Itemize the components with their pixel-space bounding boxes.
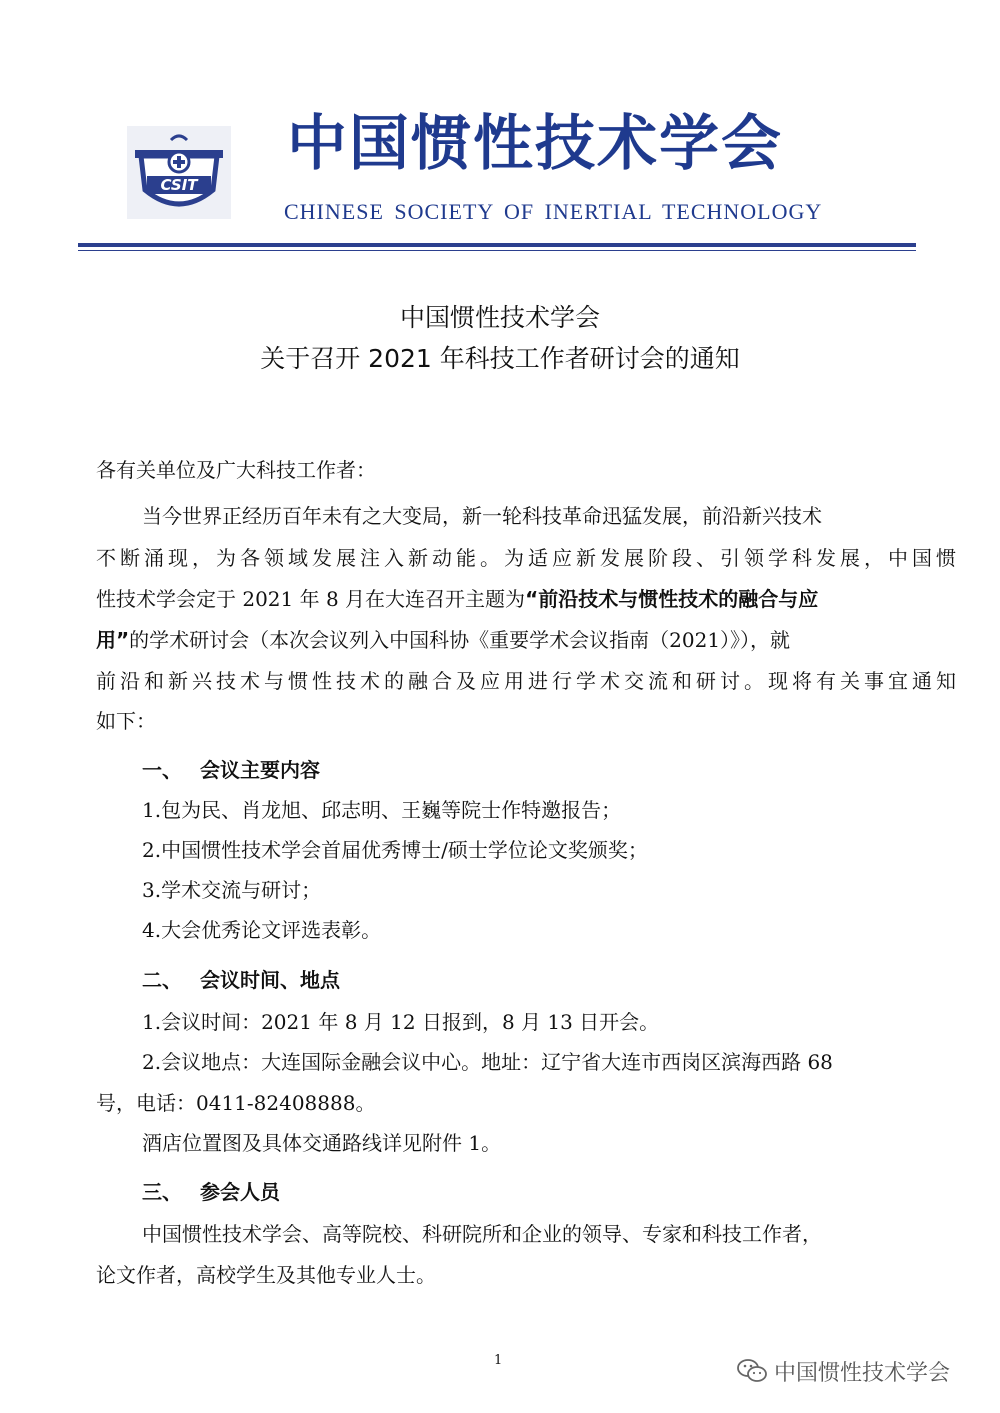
meeting-place-line-2: 号，电话：0411-82408888。 bbox=[96, 1091, 376, 1115]
salutation: 各有关单位及广大科技工作者： bbox=[96, 458, 376, 482]
section-3-title: 参会人员 bbox=[200, 1180, 280, 1204]
intro-line-2: 不断涌现，为各领域发展注入新动能。为适应新发展阶段、引领学科发展，中国惯 bbox=[96, 546, 956, 570]
document-title: 中国惯性技术学会 bbox=[399, 303, 600, 332]
theme-bold-1: “前沿技术与惯性技术的融合与应 bbox=[525, 587, 819, 611]
attendees-line-2: 论文作者，高校学生及其他专业人士。 bbox=[96, 1263, 436, 1287]
section-2-num: 二、 bbox=[142, 968, 182, 992]
watermark-text: 中国惯性技术学会 bbox=[774, 1360, 951, 1386]
section-1-title: 会议主要内容 bbox=[200, 758, 320, 782]
header-rule-thin bbox=[78, 250, 916, 251]
intro-line-5: 前沿和新兴技术与惯性技术的融合及应用进行学术交流和研讨。现将有关事宜通知 bbox=[96, 669, 956, 693]
section-2-title: 会议时间、地点 bbox=[200, 968, 340, 992]
intro-line-4 bbox=[96, 628, 956, 652]
intro-line-3-a: 性技术学会定于 2021 年 8 月在大连召开主题为 bbox=[96, 587, 526, 611]
section-1-heading bbox=[142, 758, 956, 782]
header-rule bbox=[78, 243, 916, 247]
org-name-cn: 中国惯性技术学会 bbox=[287, 109, 783, 179]
meeting-time: 1.会议时间：2021 年 8 月 12 日报到，8 月 13 日开会。 bbox=[142, 1010, 660, 1034]
hotel-note: 酒店位置图及具体交通路线详见附件 1。 bbox=[142, 1131, 502, 1155]
logo-text: CSIT bbox=[160, 176, 198, 194]
intro-line-1: 当今世界正经历百年未有之大变局，新一轮科技革命迅猛发展，前沿新兴技术 bbox=[142, 504, 822, 528]
csit-logo-icon bbox=[127, 126, 231, 219]
meeting-place-line-1: 2.会议地点：大连国际金融会议中心。地址：辽宁省大连市西岗区滨海西路 68 bbox=[142, 1050, 833, 1074]
list-item: 4.大会优秀论文评选表彰。 bbox=[142, 918, 382, 942]
list-item: 2.中国惯性技术学会首届优秀博士/硕士学位论文奖颁奖； bbox=[142, 838, 648, 862]
org-name-en: CHINESE SOCIETY OF INERTIAL TECHNOLOGY bbox=[284, 199, 823, 224]
page-number: 1 bbox=[494, 1353, 503, 1368]
list-item: 3.学术交流与研讨； bbox=[142, 878, 322, 902]
attendees-line-1: 中国惯性技术学会、高等院校、科研院所和企业的领导、专家和科技工作者， bbox=[142, 1222, 822, 1246]
theme-bold-2: 用” bbox=[96, 628, 130, 652]
watermark bbox=[736, 1356, 950, 1386]
section-1-num: 一、 bbox=[142, 758, 182, 782]
section-3-num: 三、 bbox=[142, 1180, 182, 1204]
document-subtitle: 关于召开 2021 年科技工作者研讨会的通知 bbox=[260, 344, 740, 373]
wechat-icon bbox=[736, 1357, 768, 1385]
section-2-heading bbox=[142, 968, 956, 992]
list-item: 1.包为民、肖龙旭、邱志明、王巍等院士作特邀报告； bbox=[142, 798, 622, 822]
intro-line-4-b: 的学术研讨会（本次会议列入中国科协《重要学术会议指南（2021）》），就 bbox=[129, 628, 791, 652]
intro-line-6: 如下： bbox=[96, 709, 156, 733]
section-3-heading bbox=[142, 1180, 956, 1204]
intro-line-3 bbox=[96, 587, 956, 611]
